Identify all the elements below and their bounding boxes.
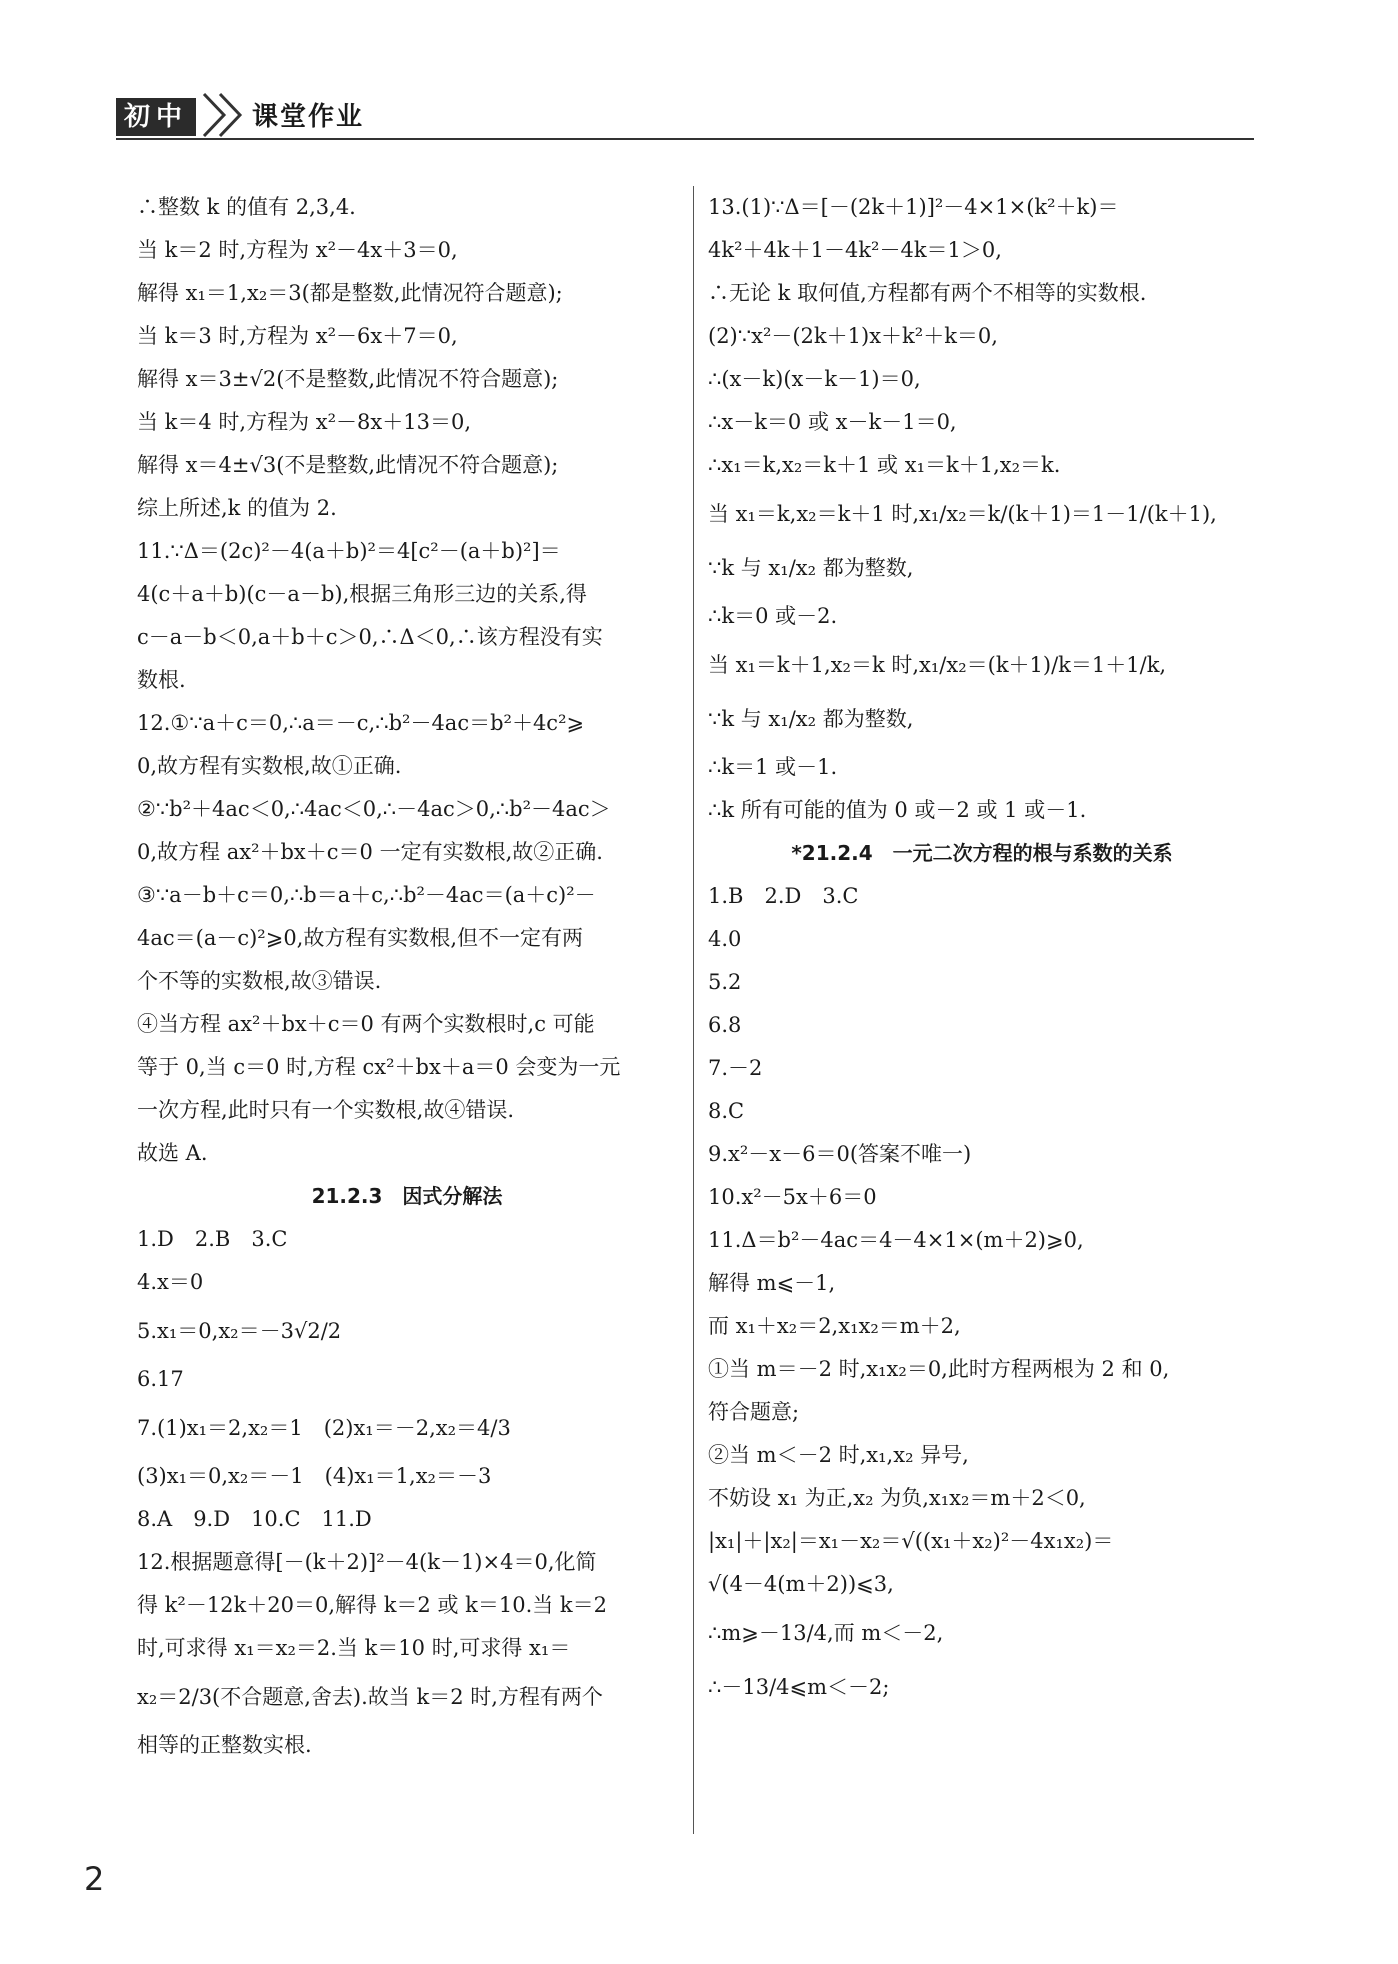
text-line: 得 k²－12k＋20＝0,解得 k＝2 或 k＝10.当 k＝2 bbox=[137, 1593, 608, 1617]
text-line: 解得 x＝3±√2(不是整数,此情况不符合题意); bbox=[137, 367, 559, 391]
double-chevron-icon bbox=[198, 90, 254, 140]
text-line: 12.根据题意得[－(k＋2)]²－4(k－1)×4＝0,化简 bbox=[137, 1550, 597, 1574]
text-line: 0,故方程 ax²＋bx＋c＝0 一定有实数根,故②正确. bbox=[137, 840, 603, 864]
text-line: 6.8 bbox=[708, 1013, 742, 1037]
text-line: ∴x－k＝0 或 x－k－1＝0, bbox=[708, 410, 957, 434]
text-line: 4k²＋4k＋1－4k²－4k＝1＞0, bbox=[708, 238, 1002, 262]
text-line: 4.x＝0 bbox=[137, 1270, 204, 1294]
column-divider bbox=[693, 186, 694, 1834]
text-line: 4ac＝(a－c)²⩾0,故方程有实数根,但不一定有两 bbox=[137, 926, 584, 950]
text-line: 当 k＝3 时,方程为 x²－6x＋7＝0, bbox=[137, 324, 458, 348]
text-line: 6.17 bbox=[137, 1367, 184, 1391]
text-line: 10.x²－5x＋6＝0 bbox=[708, 1185, 877, 1209]
text-line: 符合题意; bbox=[708, 1400, 800, 1424]
text-line: 等于 0,当 c＝0 时,方程 cx²＋bx＋a＝0 会变为一元 bbox=[137, 1055, 621, 1079]
text-line: 8.C bbox=[708, 1099, 745, 1123]
text-line: ②当 m＜－2 时,x₁,x₂ 异号, bbox=[708, 1443, 969, 1467]
text-line: 1.B 2.D 3.C bbox=[708, 884, 859, 908]
text-line: 解得 x₁＝1,x₂＝3(都是整数,此情况符合题意); bbox=[137, 281, 563, 305]
text-line: 11.Δ＝b²－4ac＝4－4×1×(m＋2)⩾0, bbox=[708, 1228, 1084, 1252]
text-line: ∴无论 k 取何值,方程都有两个不相等的实数根. bbox=[708, 281, 1147, 305]
text-line: ∴x₁＝k,x₂＝k＋1 或 x₁＝k＋1,x₂＝k. bbox=[708, 453, 1061, 477]
text-line: ④当方程 ax²＋bx＋c＝0 有两个实数根时,c 可能 bbox=[137, 1012, 595, 1036]
text-line: |x₁|＋|x₂|＝x₁－x₂＝√((x₁＋x₂)²－4x₁x₂)＝ bbox=[708, 1529, 1114, 1553]
text-line: 解得 m⩽－1, bbox=[708, 1271, 836, 1295]
text-line: ∴(x－k)(x－k－1)＝0, bbox=[708, 367, 921, 391]
text-line: 0,故方程有实数根,故①正确. bbox=[137, 754, 402, 778]
text-line: 5.2 bbox=[708, 970, 742, 994]
text-line: 4.0 bbox=[708, 927, 742, 951]
text-line: c－a－b＜0,a＋b＋c＞0,∴Δ＜0,∴该方程没有实 bbox=[137, 625, 603, 649]
text-line: 8.A 9.D 10.C 11.D bbox=[137, 1507, 372, 1531]
text-line: 7.－2 bbox=[708, 1056, 763, 1080]
text-line: 当 x₁＝k＋1,x₂＝k 时,x₁/x₂＝(k＋1)/k＝1＋1/k, bbox=[708, 653, 1167, 677]
text-line: ∴－13/4⩽m＜－2; bbox=[708, 1675, 890, 1699]
text-line: 当 x₁＝k,x₂＝k＋1 时,x₁/x₂＝k/(k＋1)＝1－1/(k＋1), bbox=[708, 502, 1217, 526]
text-line: 1.D 2.B 3.C bbox=[137, 1227, 288, 1251]
section-heading: *21.2.4 一元二次方程的根与系数的关系 bbox=[791, 841, 1173, 865]
page-header bbox=[116, 96, 1256, 144]
text-line: 12.①∵a＋c＝0,∴a＝－c,∴b²－4ac＝b²＋4c²⩾ bbox=[137, 711, 585, 735]
text-line: ②∵b²＋4ac＜0,∴4ac＜0,∴－4ac＞0,∴b²－4ac＞ bbox=[137, 797, 611, 821]
section-heading: 21.2.3 因式分解法 bbox=[311, 1184, 503, 1208]
text-line: 故选 A. bbox=[137, 1141, 208, 1165]
text-line: ①当 m＝－2 时,x₁x₂＝0,此时方程两根为 2 和 0, bbox=[708, 1357, 1170, 1381]
text-line: 不妨设 x₁ 为正,x₂ 为负,x₁x₂＝m＋2＜0, bbox=[708, 1486, 1086, 1510]
text-line: 相等的正整数实根. bbox=[137, 1733, 312, 1757]
text-line: 时,可求得 x₁＝x₂＝2.当 k＝10 时,可求得 x₁＝ bbox=[137, 1636, 571, 1660]
text-line: (2)∵x²－(2k＋1)x＋k²＋k＝0, bbox=[708, 324, 998, 348]
text-line: (3)x₁＝0,x₂＝－1 (4)x₁＝1,x₂＝－3 bbox=[137, 1464, 492, 1488]
text-line: ∵k 与 x₁/x₂ 都为整数, bbox=[708, 556, 914, 580]
text-line: 数根. bbox=[137, 668, 186, 692]
page-number: 2 bbox=[84, 1860, 105, 1898]
text-line: 个不等的实数根,故③错误. bbox=[137, 969, 382, 993]
text-line: ∵k 与 x₁/x₂ 都为整数, bbox=[708, 707, 914, 731]
header-rule bbox=[116, 138, 1254, 140]
text-line: 7.(1)x₁＝2,x₂＝1 (2)x₁＝－2,x₂＝4/3 bbox=[137, 1416, 511, 1440]
text-line: 而 x₁＋x₂＝2,x₁x₂＝m＋2, bbox=[708, 1314, 961, 1338]
text-line: 11.∵Δ＝(2c)²－4(a＋b)²＝4[c²－(a＋b)²]＝ bbox=[137, 539, 561, 563]
text-line: 一次方程,此时只有一个实数根,故④错误. bbox=[137, 1098, 515, 1122]
text-line: 13.(1)∵Δ＝[－(2k＋1)]²－4×1×(k²＋k)＝ bbox=[708, 195, 1119, 219]
text-line: 4(c＋a＋b)(c－a－b),根据三角形三边的关系,得 bbox=[137, 582, 587, 606]
text-line: 当 k＝4 时,方程为 x²－8x＋13＝0, bbox=[137, 410, 472, 434]
text-line: ∴m⩾－13/4,而 m＜－2, bbox=[708, 1621, 944, 1645]
level-badge: 初中 bbox=[116, 98, 196, 136]
text-line: ∴整数 k 的值有 2,3,4. bbox=[137, 195, 356, 219]
right-column bbox=[708, 186, 1256, 1714]
text-line: ∴k＝0 或－2. bbox=[708, 604, 838, 628]
text-line: 9.x²－x－6＝0(答案不唯一) bbox=[708, 1142, 972, 1166]
text-line: 5.x₁＝0,x₂＝－3√2/2 bbox=[137, 1319, 342, 1343]
text-line: ∴k 所有可能的值为 0 或－2 或 1 或－1. bbox=[708, 798, 1087, 822]
text-line: 当 k＝2 时,方程为 x²－4x＋3＝0, bbox=[137, 238, 458, 262]
text-line: 解得 x＝4±√3(不是整数,此情况不符合题意); bbox=[137, 453, 559, 477]
text-line: 综上所述,k 的值为 2. bbox=[137, 496, 337, 520]
text-line: ③∵a－b＋c＝0,∴b＝a＋c,∴b²－4ac＝(a＋c)²－ bbox=[137, 883, 596, 907]
left-column bbox=[137, 186, 677, 1767]
header-title: 课堂作业 bbox=[252, 102, 365, 132]
text-line: x₂＝2/3(不合题意,舍去).故当 k＝2 时,方程有两个 bbox=[137, 1685, 603, 1709]
text-line: √(4－4(m＋2))⩽3, bbox=[708, 1572, 894, 1596]
text-line: ∴k＝1 或－1. bbox=[708, 755, 838, 779]
